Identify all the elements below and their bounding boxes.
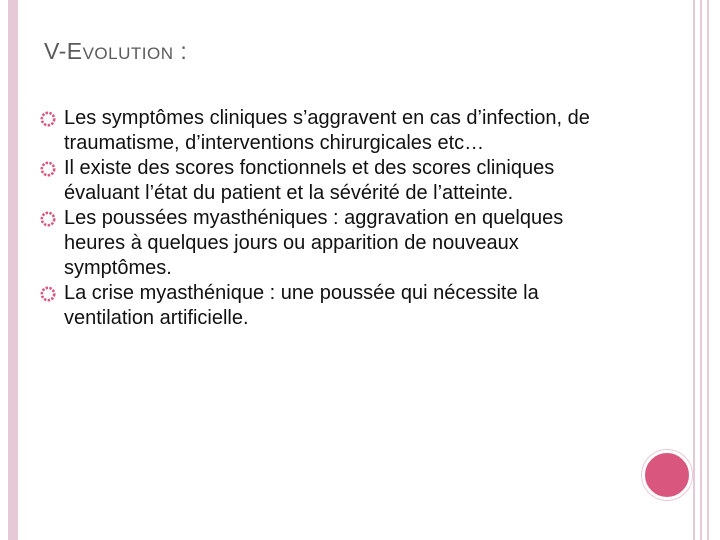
gear-bullet-icon (40, 211, 56, 227)
list-item (40, 106, 620, 156)
gear-bullet-icon (40, 111, 56, 127)
bullet-list (40, 106, 620, 331)
gear-bullet-icon (40, 161, 56, 177)
title-smallcaps: VOLUTION (82, 44, 174, 63)
right-border-line (707, 0, 709, 540)
left-border-stripe (8, 0, 18, 540)
title-prefix: V-E (44, 38, 83, 64)
title-suffix: : (173, 38, 188, 64)
list-item (40, 156, 620, 206)
bullet-text: La crise myasthénique : une poussée qui nécessite la ventilation artificielle. (64, 282, 539, 329)
decorative-circle (642, 450, 692, 500)
gear-bullet-icon (40, 286, 56, 302)
bullet-text: Les poussées myasthéniques : aggravation en quelques heures à quelques jours ou apparition de nouveaux symptômes. (64, 207, 564, 279)
bullet-text: Les symptômes cliniques s’aggravent en cas d’infection, de traumatisme, d’interventions chirurgicales etc… (64, 107, 590, 154)
list-item (40, 206, 620, 281)
right-border-line (700, 0, 702, 540)
bullet-text: Il existe des scores fonctionnels et des scores cliniques évaluant l’état du patient et la sévérité de l’atteinte. (64, 157, 555, 204)
slide-title (44, 38, 187, 65)
right-border-line (693, 0, 695, 540)
list-item (40, 281, 620, 331)
